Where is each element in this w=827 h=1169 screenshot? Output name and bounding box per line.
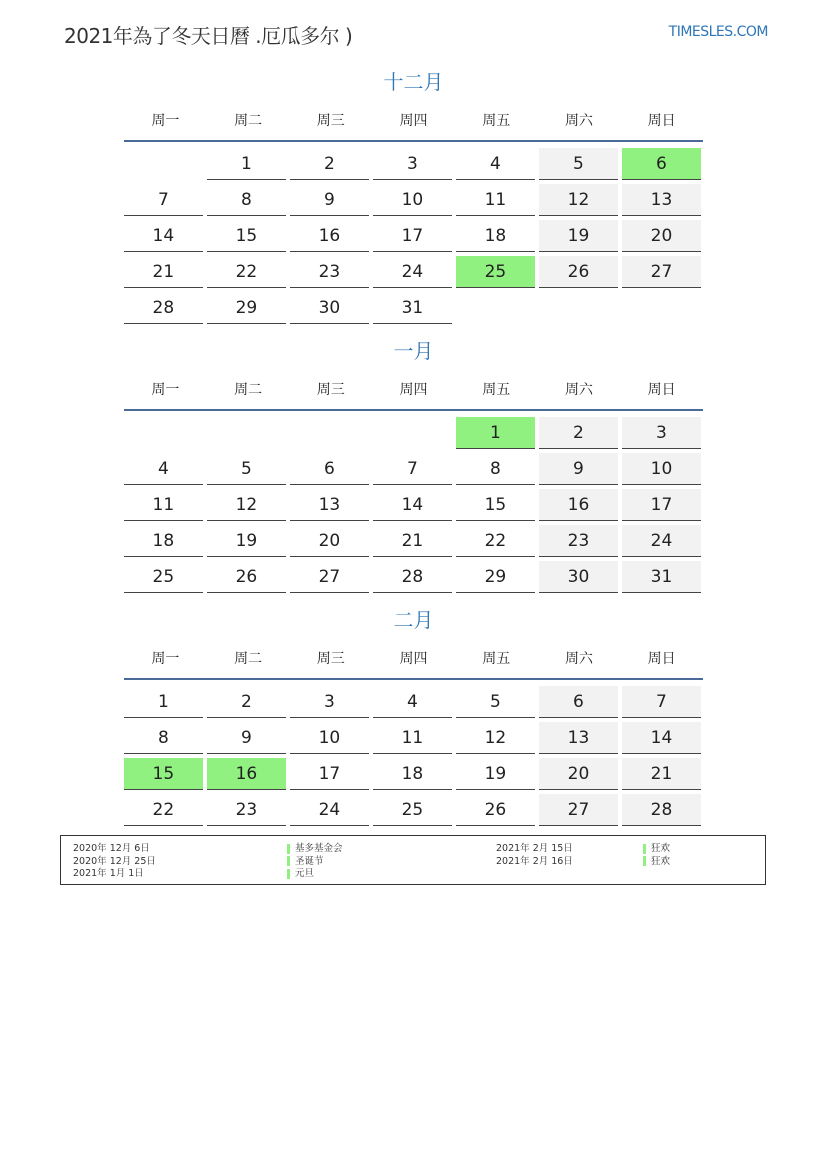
month-title: 十二月 bbox=[383, 70, 444, 94]
day-cell: 31 bbox=[373, 292, 452, 324]
day-cell: 10 bbox=[290, 722, 369, 754]
day-cell: 29 bbox=[207, 292, 286, 324]
weekday-label: 周二 bbox=[234, 382, 263, 398]
day-cell bbox=[124, 148, 203, 180]
legend-left-dates bbox=[73, 843, 156, 881]
legend-holiday-name bbox=[643, 843, 670, 856]
day-cell: 28 bbox=[124, 292, 203, 324]
day-cell: 22 bbox=[124, 794, 203, 826]
week-row bbox=[124, 290, 703, 326]
day-cell: 7 bbox=[622, 686, 701, 718]
weekday-header bbox=[124, 640, 703, 680]
day-cell: 27 bbox=[622, 256, 701, 288]
day-cell: 17 bbox=[373, 220, 452, 252]
day-cell: 28 bbox=[622, 794, 701, 826]
holiday-color-marker bbox=[287, 844, 290, 854]
day-cell: 10 bbox=[373, 184, 452, 216]
week-row bbox=[124, 720, 703, 756]
week-row bbox=[124, 146, 703, 182]
month-title: 一月 bbox=[393, 339, 434, 363]
weekday-label: 周六 bbox=[564, 382, 593, 398]
week-row bbox=[124, 559, 703, 595]
day-cell: 14 bbox=[124, 220, 203, 252]
weekday-label: 周日 bbox=[647, 113, 676, 129]
day-cell: 14 bbox=[622, 722, 701, 754]
day-cell: 30 bbox=[290, 292, 369, 324]
day-cell: 12 bbox=[456, 722, 535, 754]
legend-date bbox=[73, 843, 156, 856]
day-cell: 10 bbox=[622, 453, 701, 485]
day-cell: 30 bbox=[539, 561, 618, 593]
week-row bbox=[124, 684, 703, 720]
day-cell: 18 bbox=[124, 525, 203, 557]
day-cell: 24 bbox=[373, 256, 452, 288]
weekday-label: 周五 bbox=[482, 382, 511, 398]
day-cell: 24 bbox=[622, 525, 701, 557]
day-cell: 9 bbox=[539, 453, 618, 485]
legend-date bbox=[496, 856, 573, 869]
day-cell: 14 bbox=[373, 489, 452, 521]
day-cell: 4 bbox=[373, 686, 452, 718]
day-cell: 4 bbox=[456, 148, 535, 180]
day-cell: 12 bbox=[207, 489, 286, 521]
weekday-label: 周日 bbox=[647, 651, 676, 667]
legend-holiday-name bbox=[287, 856, 343, 869]
day-cell: 13 bbox=[622, 184, 701, 216]
holiday-color-marker bbox=[287, 869, 290, 879]
legend-text: 基多基金会 bbox=[295, 843, 343, 854]
legend-holiday-name bbox=[287, 868, 343, 881]
legend-text: 2021年 1月 1日 bbox=[73, 868, 144, 879]
week-row bbox=[124, 756, 703, 792]
holiday-color-marker bbox=[287, 856, 290, 866]
weekday-label: 周五 bbox=[482, 113, 511, 129]
weekday-label: 周四 bbox=[399, 382, 428, 398]
legend-text: 2021年 2月 16日 bbox=[496, 855, 573, 867]
day-cell: 22 bbox=[207, 256, 286, 288]
week-row bbox=[124, 487, 703, 523]
week-row bbox=[124, 451, 703, 487]
day-cell: 2 bbox=[539, 417, 618, 449]
day-cell: 15 bbox=[207, 220, 286, 252]
weekday-label: 周一 bbox=[151, 113, 180, 129]
page-title: 2021年為了冬天日曆 .厄瓜多尔 ) bbox=[64, 24, 353, 48]
day-cell: 13 bbox=[290, 489, 369, 521]
weekday-label: 周一 bbox=[151, 651, 180, 667]
day-cell: 27 bbox=[539, 794, 618, 826]
day-cell: 23 bbox=[539, 525, 618, 557]
day-cell: 28 bbox=[373, 561, 452, 593]
week-row bbox=[124, 182, 703, 218]
day-cell: 20 bbox=[539, 758, 618, 790]
day-cell: 7 bbox=[373, 453, 452, 485]
legend-text: 元旦 bbox=[295, 868, 315, 879]
month-calendar bbox=[124, 68, 703, 326]
day-cell: 5 bbox=[456, 686, 535, 718]
day-cell: 25 bbox=[373, 794, 452, 826]
day-cell: 6 bbox=[539, 686, 618, 718]
legend-right-names bbox=[643, 843, 670, 868]
month-title: 二月 bbox=[393, 608, 434, 632]
day-cell bbox=[207, 417, 286, 449]
day-cell: 7 bbox=[124, 184, 203, 216]
legend-text: 圣诞节 bbox=[295, 855, 324, 867]
day-cell: 3 bbox=[373, 148, 452, 180]
day-cell: 8 bbox=[207, 184, 286, 216]
day-cell: 22 bbox=[456, 525, 535, 557]
month-calendar bbox=[124, 606, 703, 828]
day-cell: 2 bbox=[290, 148, 369, 180]
day-cell: 5 bbox=[207, 453, 286, 485]
day-cell bbox=[124, 417, 203, 449]
weekday-label: 周六 bbox=[564, 651, 593, 667]
day-cell: 16 bbox=[290, 220, 369, 252]
day-cell: 11 bbox=[456, 184, 535, 216]
day-cell: 2 bbox=[207, 686, 286, 718]
day-cell: 25 bbox=[124, 561, 203, 593]
day-cell: 9 bbox=[290, 184, 369, 216]
day-cell: 16 bbox=[539, 489, 618, 521]
weekday-header bbox=[124, 371, 703, 411]
day-cell: 15 bbox=[124, 758, 203, 790]
holiday-color-marker bbox=[643, 856, 646, 866]
day-cell: 17 bbox=[622, 489, 701, 521]
day-cell: 31 bbox=[622, 561, 701, 593]
week-row bbox=[124, 523, 703, 559]
day-cell: 6 bbox=[622, 148, 701, 180]
day-cell: 3 bbox=[290, 686, 369, 718]
day-cell bbox=[539, 292, 618, 324]
day-cell: 4 bbox=[124, 453, 203, 485]
day-cell: 8 bbox=[456, 453, 535, 485]
weekday-label: 周三 bbox=[316, 382, 345, 398]
day-cell: 16 bbox=[207, 758, 286, 790]
day-cell: 19 bbox=[456, 758, 535, 790]
day-cell: 18 bbox=[373, 758, 452, 790]
weekday-label: 周二 bbox=[234, 113, 263, 129]
day-cell: 1 bbox=[124, 686, 203, 718]
day-cell bbox=[290, 417, 369, 449]
brand-link[interactable]: TIMESLES.COM bbox=[668, 24, 768, 40]
legend-text: 2020年 12月 6日 bbox=[73, 843, 150, 854]
day-cell: 20 bbox=[622, 220, 701, 252]
legend-date bbox=[73, 868, 156, 881]
day-cell: 1 bbox=[456, 417, 535, 449]
day-cell: 8 bbox=[124, 722, 203, 754]
weekday-label: 周二 bbox=[234, 651, 263, 667]
legend-left-names bbox=[287, 843, 343, 881]
day-cell bbox=[622, 292, 701, 324]
day-cell: 26 bbox=[207, 561, 286, 593]
week-row bbox=[124, 254, 703, 290]
day-cell: 20 bbox=[290, 525, 369, 557]
day-cell: 12 bbox=[539, 184, 618, 216]
day-cell: 9 bbox=[207, 722, 286, 754]
weekday-header bbox=[124, 102, 703, 142]
day-cell: 23 bbox=[207, 794, 286, 826]
day-cell bbox=[456, 292, 535, 324]
day-cell: 3 bbox=[622, 417, 701, 449]
legend-text: 2020年 12月 25日 bbox=[73, 855, 156, 867]
day-cell: 26 bbox=[539, 256, 618, 288]
day-cell: 25 bbox=[456, 256, 535, 288]
week-row bbox=[124, 218, 703, 254]
day-cell: 6 bbox=[290, 453, 369, 485]
weekday-label: 周三 bbox=[316, 651, 345, 667]
day-cell: 27 bbox=[290, 561, 369, 593]
day-cell bbox=[373, 417, 452, 449]
day-cell: 11 bbox=[124, 489, 203, 521]
legend-date bbox=[73, 856, 156, 869]
day-cell: 21 bbox=[124, 256, 203, 288]
day-cell: 26 bbox=[456, 794, 535, 826]
weekday-label: 周六 bbox=[564, 113, 593, 129]
day-cell: 29 bbox=[456, 561, 535, 593]
day-cell: 1 bbox=[207, 148, 286, 180]
holiday-legend bbox=[60, 835, 766, 885]
weekday-label: 周五 bbox=[482, 651, 511, 667]
legend-text: 2021年 2月 15日 bbox=[496, 843, 573, 854]
legend-date bbox=[496, 843, 573, 856]
week-row bbox=[124, 415, 703, 451]
weekday-label: 周日 bbox=[647, 382, 676, 398]
legend-text: 狂欢 bbox=[651, 843, 671, 854]
legend-text: 狂欢 bbox=[651, 855, 671, 867]
holiday-color-marker bbox=[643, 844, 646, 854]
weekday-label: 周四 bbox=[399, 113, 428, 129]
month-calendar bbox=[124, 337, 703, 595]
day-cell: 5 bbox=[539, 148, 618, 180]
legend-right-dates bbox=[496, 843, 573, 868]
day-cell: 23 bbox=[290, 256, 369, 288]
day-cell: 19 bbox=[207, 525, 286, 557]
weekday-label: 周一 bbox=[151, 382, 180, 398]
day-cell: 21 bbox=[622, 758, 701, 790]
week-row bbox=[124, 792, 703, 828]
day-cell: 11 bbox=[373, 722, 452, 754]
day-cell: 13 bbox=[539, 722, 618, 754]
day-cell: 17 bbox=[290, 758, 369, 790]
day-cell: 19 bbox=[539, 220, 618, 252]
legend-holiday-name bbox=[643, 856, 670, 869]
day-cell: 15 bbox=[456, 489, 535, 521]
day-cell: 21 bbox=[373, 525, 452, 557]
legend-holiday-name bbox=[287, 843, 343, 856]
weekday-label: 周四 bbox=[399, 651, 428, 667]
day-cell: 18 bbox=[456, 220, 535, 252]
day-cell: 24 bbox=[290, 794, 369, 826]
weekday-label: 周三 bbox=[316, 113, 345, 129]
